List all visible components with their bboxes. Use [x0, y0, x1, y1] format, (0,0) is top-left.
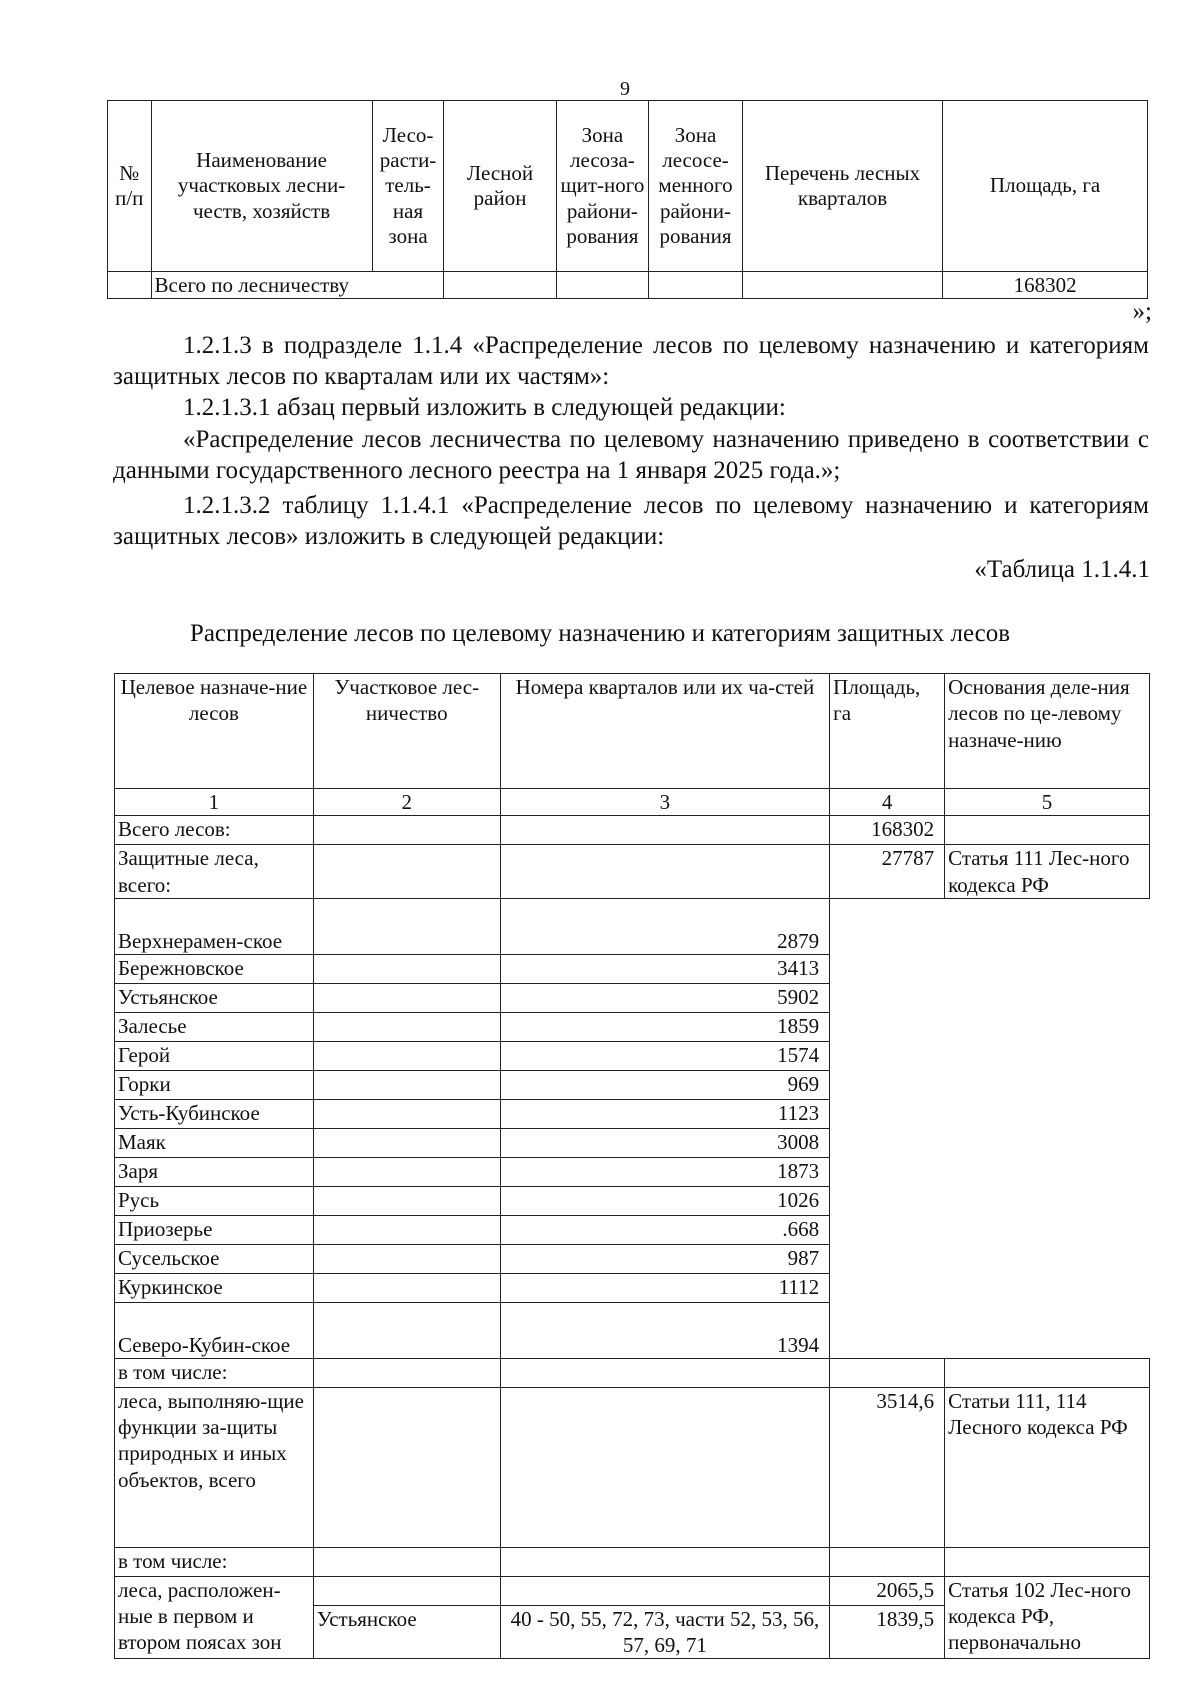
- table-row: [115, 898, 1150, 954]
- cell: [945, 1358, 1150, 1387]
- table-row: [115, 1041, 1150, 1070]
- header-veg-zone: Лесо-расти-тель-ная зона: [372, 101, 444, 272]
- table-row: [115, 983, 1150, 1012]
- cell: [313, 1358, 500, 1387]
- district-area: 1112: [500, 1273, 829, 1302]
- table-row: [115, 1244, 1150, 1273]
- district-name: Сусельское: [115, 1244, 314, 1273]
- table-number: «Таблица 1.1.4.1: [974, 556, 1150, 583]
- district-name: Горки: [115, 1070, 314, 1099]
- district-area: 1859: [500, 1012, 829, 1041]
- zone-forests-label: леса, расположен-ные в первом и втором поясах зон: [115, 1576, 314, 1659]
- district-area: 1873: [500, 1157, 829, 1186]
- district-area: 1574: [500, 1041, 829, 1070]
- zone-forests-basis: Статья 102 Лес-ного кодекса РФ, первоначально: [945, 1576, 1150, 1659]
- cell: [830, 1547, 945, 1576]
- cell: [313, 1302, 500, 1358]
- table-row: [115, 1012, 1150, 1041]
- cell: [313, 845, 500, 899]
- table-row: [115, 1099, 1150, 1128]
- table-row: [115, 954, 1150, 983]
- col-number: 1: [115, 789, 314, 816]
- total-forests-value: 168302: [830, 816, 945, 845]
- closing-quote: »;: [1132, 298, 1152, 325]
- paragraph: «Распределение лесов лесничества по целевому назначению приведено в соответствии с данными государственного лесного реестра на 1 января 2025 года.»;: [113, 426, 1149, 484]
- district-name: Устьянское: [115, 983, 314, 1012]
- cell: [313, 983, 500, 1012]
- cell: [313, 1215, 500, 1244]
- district-area: 987: [500, 1244, 829, 1273]
- table-title: Распределение лесов по целевому назначению и категориям защитных лесов: [189, 620, 1011, 647]
- header-name: Наименование участковых лесни-честв, хозяйств: [151, 101, 372, 272]
- district-area: 969: [500, 1070, 829, 1099]
- zone-sub-district: Устьянское: [313, 1605, 500, 1659]
- cell: [313, 1070, 500, 1099]
- district-area: .668: [500, 1215, 829, 1244]
- cell: [313, 1128, 500, 1157]
- function-forests-label: леса, выполняю-щие функции за-щиты природных и иных объектов, всего: [115, 1387, 314, 1547]
- header-area: Площадь, га: [943, 101, 1148, 272]
- district-name: Маяк: [115, 1128, 314, 1157]
- zone-sub-value: 1839,5: [830, 1605, 945, 1659]
- table-row: [115, 1302, 1150, 1358]
- cell: [108, 272, 152, 299]
- header-area: Площадь, га: [830, 674, 945, 789]
- paragraph: 1.2.1.3.2 таблицу 1.1.4.1 «Распределение лесов по целевому назначению и категориям защитных лесов» изложить в следующей редакции:: [113, 492, 1149, 550]
- total-forests-label: Всего лесов:: [115, 816, 314, 845]
- cell: [742, 272, 942, 299]
- cell: [649, 272, 743, 299]
- cell: [313, 1012, 500, 1041]
- cell: [830, 1358, 945, 1387]
- protective-label: Защитные леса, всего:: [115, 845, 314, 899]
- col-number: 5: [945, 789, 1150, 816]
- district-name: Герой: [115, 1041, 314, 1070]
- paragraph: 1.2.1.3.1 абзац первый изложить в следующей редакции:: [183, 394, 786, 421]
- cell: [313, 1576, 500, 1605]
- cell: [313, 1547, 500, 1576]
- district-area: 3413: [500, 954, 829, 983]
- table-row: [115, 1186, 1150, 1215]
- cell: [313, 816, 500, 845]
- cell: [500, 1576, 829, 1605]
- district-name: Заря: [115, 1157, 314, 1186]
- protective-basis: Статья 111 Лес-ного кодекса РФ: [945, 845, 1150, 899]
- header-protection-zone: Зона лесоза-щит-ного райони-рования: [556, 101, 649, 272]
- table-row: [115, 1215, 1150, 1244]
- function-forests-value: 3514,6: [830, 1387, 945, 1547]
- district-area: 1394: [500, 1302, 829, 1358]
- cell: [313, 1157, 500, 1186]
- district-rows: [115, 898, 1150, 1358]
- cell: [945, 1547, 1150, 1576]
- cell: [945, 816, 1150, 845]
- cell: [444, 272, 556, 299]
- page-number: 9: [620, 78, 630, 100]
- col-number: 2: [313, 789, 500, 816]
- paragraph: 1.2.1.3 в подразделе 1.1.4 «Распределение лесов по целевому назначению и категориям защитных лесов по кварталам или их частям»:: [113, 332, 1149, 390]
- cell: [313, 1273, 500, 1302]
- header-quarters: Номера кварталов или их ча-стей: [500, 674, 829, 789]
- header-forest-district: Лесной район: [444, 101, 556, 272]
- cell: [313, 1387, 500, 1547]
- cell: [313, 1244, 500, 1273]
- zone-forests-value: 2065,5: [830, 1576, 945, 1605]
- cell: [500, 816, 829, 845]
- table-row: [115, 1273, 1150, 1302]
- header-seed-zone: Зона лесосе-менного райони-рования: [649, 101, 743, 272]
- forest-distribution-table: [114, 673, 1150, 1659]
- cell: [500, 1547, 829, 1576]
- district-area: 1123: [500, 1099, 829, 1128]
- including-label: в том числе:: [115, 1358, 314, 1387]
- cell: [313, 954, 500, 983]
- cell: [556, 272, 649, 299]
- col-number: 3: [500, 789, 829, 816]
- cell: [500, 1387, 829, 1547]
- col-number: 4: [830, 789, 945, 816]
- district-name: Верхнерамен-ское: [115, 898, 314, 954]
- protective-value: 27787: [830, 845, 945, 899]
- district-name: Куркинское: [115, 1273, 314, 1302]
- table-row: [115, 1157, 1150, 1186]
- district-name: Русь: [115, 1186, 314, 1215]
- district-name: Залесье: [115, 1012, 314, 1041]
- district-name: Северо-Кубин-ское: [115, 1302, 314, 1358]
- header-district: Участковое лес-ничество: [313, 674, 500, 789]
- cell: [313, 898, 500, 954]
- cell: [500, 1358, 829, 1387]
- table-row: [115, 1128, 1150, 1157]
- zone-sub-quarters: 40 - 50, 55, 72, 73, части 52, 53, 56, 57, 69, 71: [500, 1605, 829, 1659]
- district-area: 5902: [500, 983, 829, 1012]
- district-name: Усть-Кубинское: [115, 1099, 314, 1128]
- total-area: 168302: [943, 272, 1148, 299]
- cell: [500, 845, 829, 899]
- district-area: 1026: [500, 1186, 829, 1215]
- table-row: [115, 1070, 1150, 1099]
- district-area: 3008: [500, 1128, 829, 1157]
- district-area: 2879: [500, 898, 829, 954]
- header-basis: Основания деле-ния лесов по це-левому назначе-нию: [945, 674, 1150, 789]
- total-label: Всего по лесничеству: [151, 272, 444, 299]
- district-name: Приозерье: [115, 1215, 314, 1244]
- header-number: № п/п: [108, 101, 152, 272]
- header-purpose: Целевое назначе-ние лесов: [115, 674, 314, 789]
- header-quarters: Перечень лесных кварталов: [742, 101, 942, 272]
- function-forests-basis: Статьи 111, 114 Лесного кодекса РФ: [945, 1387, 1150, 1547]
- cell: [313, 1099, 500, 1128]
- cell: [313, 1041, 500, 1070]
- zoning-table: [107, 100, 1148, 299]
- including-label: в том числе:: [115, 1547, 314, 1576]
- district-name: Бережновское: [115, 954, 314, 983]
- cell: [313, 1186, 500, 1215]
